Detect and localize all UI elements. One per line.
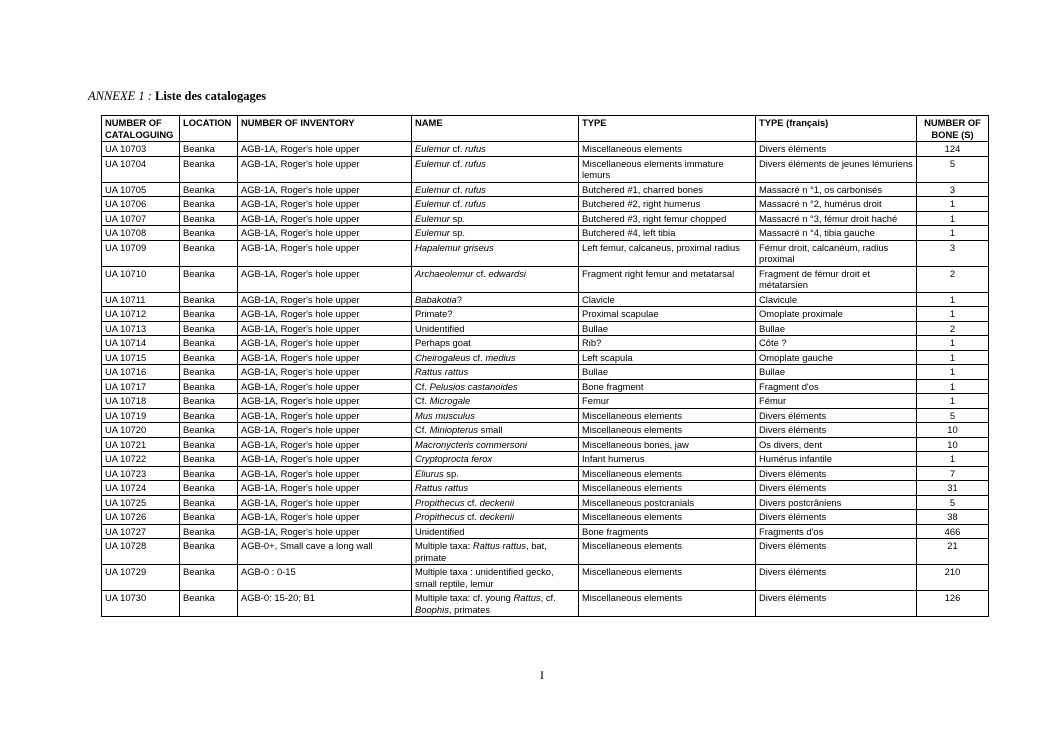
header-bone-count: NUMBER OF BONE (S) <box>917 116 989 142</box>
cell-name: Multiple taxa: Rattus rattus, bat, primate <box>412 539 579 565</box>
cell-type-fr: Divers éléments de jeunes lémuriens <box>756 156 917 182</box>
cell-type: Miscellaneous elements <box>579 565 756 591</box>
cell-location: Beanka <box>180 292 238 307</box>
cell-inventory: AGB-1A, Roger's hole upper <box>238 182 412 197</box>
cell-type: Butchered #1, charred bones <box>579 182 756 197</box>
cell-type-fr: Divers éléments <box>756 408 917 423</box>
cell-inventory: AGB-1A, Roger's hole upper <box>238 336 412 351</box>
cell-type: Bone fragment <box>579 379 756 394</box>
cell-type-fr: Clavicule <box>756 292 917 307</box>
cell-type: Butchered #2, right humerus <box>579 197 756 212</box>
cell-name: Multiple taxa: cf. young Rattus, cf. Boophis, primates <box>412 591 579 617</box>
cell-type-fr: Divers éléments <box>756 142 917 157</box>
cell-name: Eulemur cf. rufus <box>412 142 579 157</box>
cell-location: Beanka <box>180 350 238 365</box>
cell-catalogue-number: UA 10727 <box>102 524 180 539</box>
cell-location: Beanka <box>180 226 238 241</box>
cell-type: Proximal scapulae <box>579 307 756 322</box>
cell-location: Beanka <box>180 365 238 380</box>
cell-type: Miscellaneous postcranials <box>579 495 756 510</box>
cell-type: Infant humerus <box>579 452 756 467</box>
cell-inventory: AGB-1A, Roger's hole upper <box>238 510 412 525</box>
cell-type-fr: Fragments d'os <box>756 524 917 539</box>
cell-catalogue-number: UA 10709 <box>102 240 180 266</box>
cell-inventory: AGB-1A, Roger's hole upper <box>238 423 412 438</box>
cell-type-fr: Divers éléments <box>756 591 917 617</box>
cell-type: Bone fragments <box>579 524 756 539</box>
cell-bone-count: 2 <box>917 266 989 292</box>
cell-bone-count: 3 <box>917 240 989 266</box>
cell-bone-count: 1 <box>917 379 989 394</box>
cell-location: Beanka <box>180 524 238 539</box>
cell-catalogue-number: UA 10725 <box>102 495 180 510</box>
cell-name: Macronycteris commersoni <box>412 437 579 452</box>
cell-catalogue-number: UA 10708 <box>102 226 180 241</box>
cell-name: Cheirogaleus cf. medius <box>412 350 579 365</box>
table-row <box>102 423 989 438</box>
cell-location: Beanka <box>180 495 238 510</box>
table-row <box>102 350 989 365</box>
cell-name: Eliurus sp. <box>412 466 579 481</box>
table-row <box>102 408 989 423</box>
cell-type: Bullae <box>579 365 756 380</box>
table-row <box>102 197 989 212</box>
cell-location: Beanka <box>180 240 238 266</box>
cell-inventory: AGB-0+, Small cave a long wall <box>238 539 412 565</box>
cell-type-fr: Fragment d'os <box>756 379 917 394</box>
cell-inventory: AGB-1A, Roger's hole upper <box>238 481 412 496</box>
cell-type: Bullae <box>579 321 756 336</box>
cell-location: Beanka <box>180 321 238 336</box>
cell-bone-count: 210 <box>917 565 989 591</box>
cell-bone-count: 2 <box>917 321 989 336</box>
cell-type-fr: Massacré n °1, os carbonisés <box>756 182 917 197</box>
cell-catalogue-number: UA 10704 <box>102 156 180 182</box>
table-row <box>102 565 989 591</box>
cell-location: Beanka <box>180 466 238 481</box>
header-cataloguing: NUMBER OF CATALOGUING <box>102 116 180 142</box>
cell-location: Beanka <box>180 591 238 617</box>
cell-location: Beanka <box>180 307 238 322</box>
cell-type: Rib? <box>579 336 756 351</box>
cell-type-fr: Fémur droit, calcanéum, radius proximal <box>756 240 917 266</box>
cell-catalogue-number: UA 10718 <box>102 394 180 409</box>
cell-catalogue-number: UA 10729 <box>102 565 180 591</box>
cell-name: Cf. Microgale <box>412 394 579 409</box>
cell-name: Mus musculus <box>412 408 579 423</box>
table-row <box>102 466 989 481</box>
cell-name: Propithecus cf. deckenii <box>412 510 579 525</box>
cell-bone-count: 1 <box>917 292 989 307</box>
cell-bone-count: 10 <box>917 423 989 438</box>
cell-catalogue-number: UA 10730 <box>102 591 180 617</box>
cell-bone-count: 38 <box>917 510 989 525</box>
cell-catalogue-number: UA 10723 <box>102 466 180 481</box>
cell-type: Miscellaneous elements <box>579 539 756 565</box>
header-name: NAME <box>412 116 579 142</box>
cell-type: Miscellaneous elements <box>579 510 756 525</box>
table-row <box>102 321 989 336</box>
cell-type-fr: Fragment de fémur droit et métatarsien <box>756 266 917 292</box>
table-row <box>102 539 989 565</box>
cell-bone-count: 1 <box>917 307 989 322</box>
cell-inventory: AGB-1A, Roger's hole upper <box>238 365 412 380</box>
cell-type: Femur <box>579 394 756 409</box>
cell-location: Beanka <box>180 394 238 409</box>
cell-catalogue-number: UA 10705 <box>102 182 180 197</box>
table-row <box>102 365 989 380</box>
cell-bone-count: 126 <box>917 591 989 617</box>
cell-type: Miscellaneous elements <box>579 142 756 157</box>
cell-name: Rattus rattus <box>412 481 579 496</box>
table-row <box>102 182 989 197</box>
cell-catalogue-number: UA 10720 <box>102 423 180 438</box>
table-row <box>102 211 989 226</box>
table-row <box>102 591 989 617</box>
cell-location: Beanka <box>180 156 238 182</box>
table-row <box>102 307 989 322</box>
cell-type-fr: Massacré n °4, tibia gauche <box>756 226 917 241</box>
header-location: LOCATION <box>180 116 238 142</box>
cell-type-fr: Divers éléments <box>756 510 917 525</box>
cell-type: Miscellaneous elements <box>579 423 756 438</box>
cell-catalogue-number: UA 10724 <box>102 481 180 496</box>
cell-type: Miscellaneous elements <box>579 591 756 617</box>
cell-type-fr: Divers éléments <box>756 423 917 438</box>
cell-inventory: AGB-1A, Roger's hole upper <box>238 495 412 510</box>
table-row <box>102 266 989 292</box>
cell-bone-count: 31 <box>917 481 989 496</box>
cell-bone-count: 1 <box>917 350 989 365</box>
cell-inventory: AGB-1A, Roger's hole upper <box>238 292 412 307</box>
cell-location: Beanka <box>180 197 238 212</box>
cell-inventory: AGB-1A, Roger's hole upper <box>238 466 412 481</box>
cell-inventory: AGB-1A, Roger's hole upper <box>238 307 412 322</box>
cell-name: Multiple taxa : unidentified gecko, small reptile, lemur <box>412 565 579 591</box>
table-row <box>102 379 989 394</box>
cell-location: Beanka <box>180 437 238 452</box>
cell-inventory: AGB-0: 15-20; B1 <box>238 591 412 617</box>
cell-bone-count: 10 <box>917 437 989 452</box>
cell-name: Eulemur sp. <box>412 226 579 241</box>
cell-type: Left femur, calcaneus, proximal radius <box>579 240 756 266</box>
cell-type-fr: Divers postcrâniens <box>756 495 917 510</box>
cell-name: Archaeolemur cf. edwardsi <box>412 266 579 292</box>
cell-name: Cf. Miniopterus small <box>412 423 579 438</box>
table-row <box>102 292 989 307</box>
cell-inventory: AGB-1A, Roger's hole upper <box>238 350 412 365</box>
cell-catalogue-number: UA 10706 <box>102 197 180 212</box>
table-body <box>102 142 989 617</box>
cell-inventory: AGB-1A, Roger's hole upper <box>238 266 412 292</box>
cell-type: Fragment right femur and metatarsal <box>579 266 756 292</box>
cell-location: Beanka <box>180 452 238 467</box>
cell-inventory: AGB-1A, Roger's hole upper <box>238 211 412 226</box>
cell-type: Miscellaneous elements <box>579 408 756 423</box>
cell-inventory: AGB-0 : 0-15 <box>238 565 412 591</box>
cell-bone-count: 1 <box>917 452 989 467</box>
cell-type-fr: Os divers, dent <box>756 437 917 452</box>
cell-catalogue-number: UA 10722 <box>102 452 180 467</box>
cell-bone-count: 5 <box>917 495 989 510</box>
cell-type-fr: Divers éléments <box>756 565 917 591</box>
cell-catalogue-number: UA 10721 <box>102 437 180 452</box>
cell-name: Eulemur cf. rufus <box>412 156 579 182</box>
cell-bone-count: 1 <box>917 197 989 212</box>
cell-bone-count: 21 <box>917 539 989 565</box>
cell-location: Beanka <box>180 379 238 394</box>
cell-inventory: AGB-1A, Roger's hole upper <box>238 321 412 336</box>
cell-type: Miscellaneous bones, jaw <box>579 437 756 452</box>
cell-bone-count: 3 <box>917 182 989 197</box>
cell-inventory: AGB-1A, Roger's hole upper <box>238 142 412 157</box>
cell-catalogue-number: UA 10703 <box>102 142 180 157</box>
table-row <box>102 240 989 266</box>
table-row <box>102 524 989 539</box>
cell-type-fr: Divers éléments <box>756 539 917 565</box>
annex-label: ANNEXE 1 : <box>88 89 152 103</box>
cell-type-fr: Divers éléments <box>756 481 917 496</box>
cell-inventory: AGB-1A, Roger's hole upper <box>238 197 412 212</box>
cell-type: Butchered #3, right femur chopped <box>579 211 756 226</box>
cell-type: Clavicle <box>579 292 756 307</box>
cell-catalogue-number: UA 10726 <box>102 510 180 525</box>
table-row <box>102 156 989 182</box>
cell-type-fr: Fémur <box>756 394 917 409</box>
cell-type-fr: Massacré n °2, humérus droit <box>756 197 917 212</box>
table-row <box>102 510 989 525</box>
cell-catalogue-number: UA 10714 <box>102 336 180 351</box>
cell-catalogue-number: UA 10712 <box>102 307 180 322</box>
cell-bone-count: 1 <box>917 211 989 226</box>
cell-bone-count: 5 <box>917 156 989 182</box>
cell-catalogue-number: UA 10716 <box>102 365 180 380</box>
table-row <box>102 394 989 409</box>
cell-bone-count: 1 <box>917 226 989 241</box>
cell-bone-count: 5 <box>917 408 989 423</box>
cell-inventory: AGB-1A, Roger's hole upper <box>238 394 412 409</box>
cell-inventory: AGB-1A, Roger's hole upper <box>238 226 412 241</box>
cell-bone-count: 7 <box>917 466 989 481</box>
cell-location: Beanka <box>180 481 238 496</box>
cell-inventory: AGB-1A, Roger's hole upper <box>238 524 412 539</box>
table-row <box>102 495 989 510</box>
table-row <box>102 142 989 157</box>
cell-name: Propithecus cf. deckenii <box>412 495 579 510</box>
cell-type-fr: Omoplate gauche <box>756 350 917 365</box>
table-row <box>102 226 989 241</box>
cell-type: Miscellaneous elements <box>579 481 756 496</box>
header-type-fr: TYPE (français) <box>756 116 917 142</box>
cell-catalogue-number: UA 10719 <box>102 408 180 423</box>
annex-title: Liste des catalogages <box>155 89 267 103</box>
cell-name: Primate? <box>412 307 579 322</box>
cell-location: Beanka <box>180 211 238 226</box>
cell-location: Beanka <box>180 408 238 423</box>
header-type: TYPE <box>579 116 756 142</box>
table-header-row <box>102 116 989 142</box>
cell-location: Beanka <box>180 336 238 351</box>
cell-location: Beanka <box>180 423 238 438</box>
cell-name: Eulemur cf. rufus <box>412 182 579 197</box>
cell-bone-count: 466 <box>917 524 989 539</box>
header-inventory: NUMBER OF INVENTORY <box>238 116 412 142</box>
cell-type-fr: Humérus infantile <box>756 452 917 467</box>
cell-catalogue-number: UA 10710 <box>102 266 180 292</box>
cell-location: Beanka <box>180 510 238 525</box>
catalogue-table <box>101 115 989 617</box>
cell-catalogue-number: UA 10728 <box>102 539 180 565</box>
page-number: I <box>540 668 544 682</box>
cell-inventory: AGB-1A, Roger's hole upper <box>238 437 412 452</box>
cell-type-fr: Massacré n °3, fémur droit haché <box>756 211 917 226</box>
table-row <box>102 452 989 467</box>
table-row <box>102 336 989 351</box>
cell-bone-count: 1 <box>917 336 989 351</box>
cell-name: Eulemur sp. <box>412 211 579 226</box>
cell-name: Unidentified <box>412 524 579 539</box>
cell-catalogue-number: UA 10711 <box>102 292 180 307</box>
cell-catalogue-number: UA 10717 <box>102 379 180 394</box>
cell-name: Cryptoprocta ferox <box>412 452 579 467</box>
cell-bone-count: 124 <box>917 142 989 157</box>
cell-catalogue-number: UA 10715 <box>102 350 180 365</box>
cell-name: Cf. Pelusios castanoides <box>412 379 579 394</box>
cell-type: Butchered #4, left tibia <box>579 226 756 241</box>
cell-bone-count: 1 <box>917 365 989 380</box>
cell-type-fr: Omoplate proximale <box>756 307 917 322</box>
cell-type-fr: Divers éléments <box>756 466 917 481</box>
cell-inventory: AGB-1A, Roger's hole upper <box>238 408 412 423</box>
cell-name: Babakotia? <box>412 292 579 307</box>
annex-heading <box>88 89 266 104</box>
cell-bone-count: 1 <box>917 394 989 409</box>
cell-type-fr: Bullae <box>756 365 917 380</box>
table-row <box>102 437 989 452</box>
cell-inventory: AGB-1A, Roger's hole upper <box>238 240 412 266</box>
cell-type-fr: Côte ? <box>756 336 917 351</box>
cell-inventory: AGB-1A, Roger's hole upper <box>238 452 412 467</box>
cell-location: Beanka <box>180 539 238 565</box>
cell-inventory: AGB-1A, Roger's hole upper <box>238 156 412 182</box>
cell-catalogue-number: UA 10713 <box>102 321 180 336</box>
cell-name: Unidentified <box>412 321 579 336</box>
cell-catalogue-number: UA 10707 <box>102 211 180 226</box>
cell-type-fr: Bullae <box>756 321 917 336</box>
table-row <box>102 481 989 496</box>
cell-name: Perhaps goat <box>412 336 579 351</box>
cell-type: Left scapula <box>579 350 756 365</box>
cell-type: Miscellaneous elements <box>579 466 756 481</box>
cell-inventory: AGB-1A, Roger's hole upper <box>238 379 412 394</box>
cell-name: Rattus rattus <box>412 365 579 380</box>
cell-location: Beanka <box>180 565 238 591</box>
cell-location: Beanka <box>180 182 238 197</box>
cell-location: Beanka <box>180 266 238 292</box>
cell-name: Hapalemur griseus <box>412 240 579 266</box>
cell-type: Miscellaneous elements immature lemurs <box>579 156 756 182</box>
cell-location: Beanka <box>180 142 238 157</box>
cell-name: Eulemur cf. rufus <box>412 197 579 212</box>
